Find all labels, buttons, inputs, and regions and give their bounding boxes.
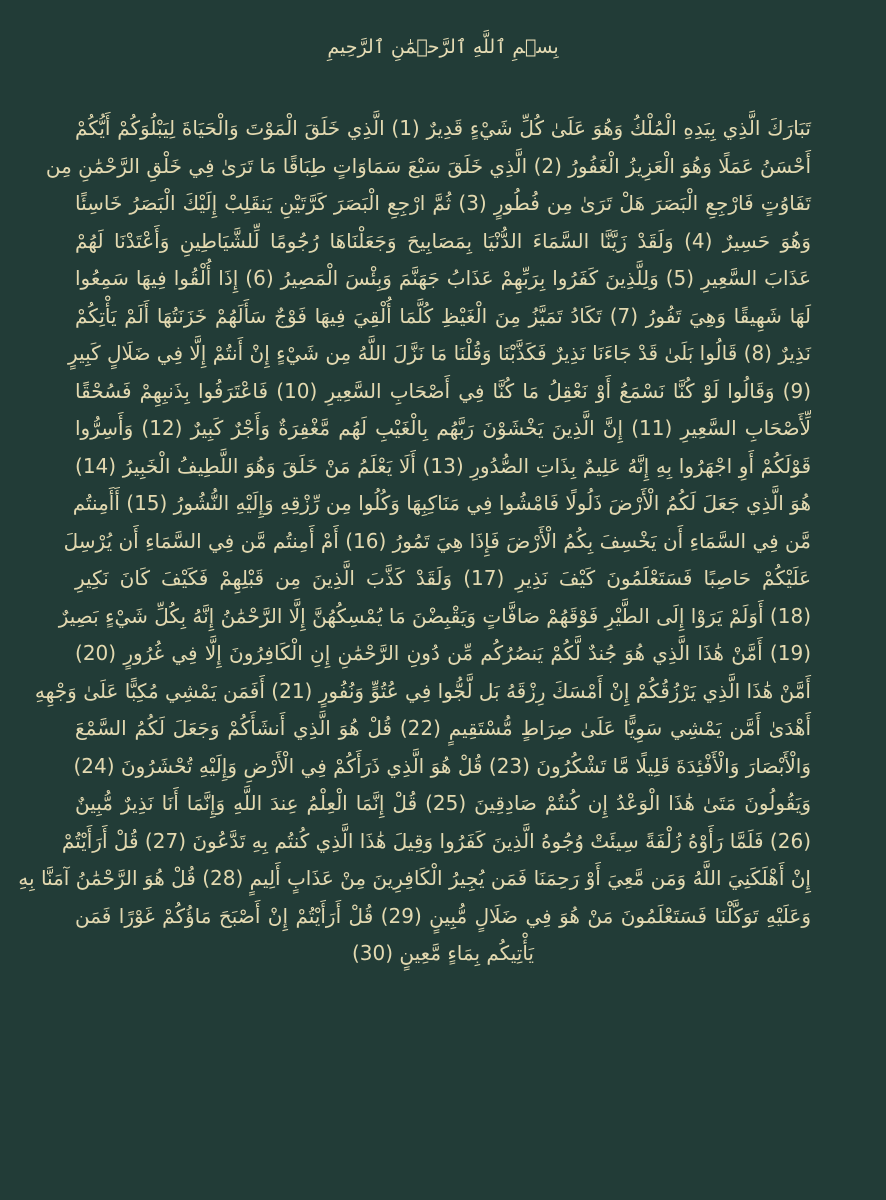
verse-line: يَأْتِيكُم بِمَاءٍ مَّعِينٍ (30) [351,941,534,965]
verse-line: عَلَيْكُمْ حَاصِبًا فَسَتَعْلَمُونَ كَيْفَ نَذِيرِ (17) وَلَقَدْ كَذَّبَ الَّذِينَ مِن قَبْلِهِمْ فَكَيْفَ كَانَ نَكِيرِ [75,566,811,590]
verse-line: مَّن فِي السَّمَاءِ أَن يَخْسِفَ بِكُمُ الْأَرْضَ فَإِذَا هِيَ تَمُورُ (16) أَمْ أَمِنتُم مَّن فِي السَّمَاءِ أَن يُرْسِلَ [63,528,811,553]
verse-line: (19) أَمَّنْ هَٰذَا الَّذِي هُوَ جُندٌ لَّكُمْ يَنصُرُكُم مِّن دُونِ الرَّحْمَٰنِ إِنِ الْكَافِرُونَ إِلَّا فِي غُرُورٍ (20) [75,641,811,665]
verse-line: أَحْسَنُ عَمَلًا وَهُوَ الْعَزِيزُ الْغَفُورُ (2) الَّذِي خَلَقَ سَبْعَ سَمَاوَاتٍ طِبَاقًا مَا تَرَىٰ فِي خَلْقِ الرَّحْمَٰنِ مِن [45,153,811,178]
verse-line: عَذَابَ السَّعِيرِ (5) وَلِلَّذِينَ كَفَرُوا بِرَبِّهِمْ عَذَابُ جَهَنَّمَ وَبِئْسَ الْمَصِيرُ (6) إِذَا أُلْقُوا فِيهَا سَمِعُوا [75,266,812,290]
verse-line: (18) أَوَلَمْ يَرَوْا إِلَى الطَّيْرِ فَوْقَهُمْ صَافَّاتٍ وَيَقْبِضْنَ مَا يُمْسِكُهُنَّ إِلَّا الرَّحْمَٰنُ إِنَّهُ بِكُلِّ شَيْءٍ بَصِيرٌ [58,603,811,628]
verse-line: وَهُوَ حَسِيرٌ (4) وَلَقَدْ زَيَّنَّا السَّمَاءَ الدُّنْيَا بِمَصَابِيحَ وَجَعَلْنَاهَا رُجُومًا لِّلشَّيَاطِينِ وَأَعْتَدْنَا لَهُمْ [75,228,811,253]
verse-line: وَيَقُولُونَ مَتَىٰ هَٰذَا الْوَعْدُ إِن كُنتُمْ صَادِقِينَ (25) قُلْ إِنَّمَا الْعِلْمُ عِندَ اللَّهِ وَإِنَّمَا أَنَا نَذِيرٌ مُّبِينٌ [75,791,811,815]
verses-text-block [18,110,812,973]
verse-line: نَذِيرٌ (8) قَالُوا بَلَىٰ قَدْ جَاءَنَا نَذِيرٌ فَكَذَّبْنَا وَقُلْنَا مَا نَزَّلَ اللَّهُ مِن شَيْءٍ إِنْ أَنتُمْ إِلَّا فِي ضَلَالٍ كَبِيرٍ [68,341,811,365]
verse-line: لَهَا شَهِيقًا وَهِيَ تَفُورُ (7) تَكَادُ تَمَيَّزُ مِنَ الْغَيْظِ كُلَّمَا أُلْقِيَ فِيهَا فَوْجٌ سَأَلَهُمْ خَزَنَتُهَا أَلَمْ يَأْتِكُمْ [75,303,811,328]
verse-line: (26) فَلَمَّا رَأَوْهُ زُلْفَةً سِيئَتْ وُجُوهُ الَّذِينَ كَفَرُوا وَقِيلَ هَٰذَا الَّذِي كُنتُم بِهِ تَدَّعُونَ (27) قُلْ أَرَأَيْتُمْ [61,828,811,853]
verse-line: وَالْأَبْصَارَ وَالْأَفْئِدَةَ قَلِيلًا مَّا تَشْكُرُونَ (23) قُلْ هُوَ الَّذِي ذَرَأَكُمْ فِي الْأَرْضِ وَإِلَيْهِ تُحْشَرُونَ (24) [73,753,811,778]
verse-line: إِنْ أَهْلَكَنِيَ اللَّهُ وَمَن مَّعِيَ أَوْ رَحِمَنَا فَمَن يُجِيرُ الْكَافِرِينَ مِنْ عَذَابٍ أَلِيمٍ (28) قُلْ هُوَ الرَّحْمَٰنُ آمَنَّا بِهِ [18,866,811,890]
verse-line: وَعَلَيْهِ تَوَكَّلْنَا فَسَتَعْلَمُونَ مَنْ هُوَ فِي ضَلَالٍ مُّبِينٍ (29) قُلْ أَرَأَيْتُمْ إِنْ أَصْبَحَ مَاؤُكُمْ غَوْرًا فَمَن [75,903,811,928]
verse-line: (9) وَقَالُوا لَوْ كُنَّا نَسْمَعُ أَوْ نَعْقِلُ مَا كُنَّا فِي أَصْحَابِ السَّعِيرِ (10) فَاعْتَرَفُوا بِذَنبِهِمْ فَسُحْقًا [75,378,812,403]
verse-line: أَهْدَىٰ أَمَّن يَمْشِي سَوِيًّا عَلَىٰ صِرَاطٍ مُّسْتَقِيمٍ (22) قُلْ هُوَ الَّذِي أَنشَأَكُمْ وَجَعَلَ لَكُمُ السَّمْعَ [75,716,811,740]
basmala-heading: بِسۡمِ ٱللَّهِ ٱلرَّحۡمَٰنِ ٱلرَّحِيمِ [327,36,559,58]
verse-line: هُوَ الَّذِي جَعَلَ لَكُمُ الْأَرْضَ ذَلُولًا فَامْشُوا فِي مَنَاكِبِهَا وَكُلُوا مِن رِّزْقِهِ وَإِلَيْهِ النُّشُورُ (15) أَأَمِنتُم [72,491,811,515]
verse-line: لِّأَصْحَابِ السَّعِيرِ (11) إِنَّ الَّذِينَ يَخْشَوْنَ رَبَّهُم بِالْغَيْبِ لَهُم مَّغْفِرَةٌ وَأَجْرٌ كَبِيرٌ (12) وَأَسِرُّوا [75,416,811,440]
verse-line: تَفَاوُتٍ فَارْجِعِ الْبَصَرَ هَلْ تَرَىٰ مِن فُطُورٍ (3) ثُمَّ ارْجِعِ الْبَصَرَ كَرَّتَيْنِ يَنقَلِبْ إِلَيْكَ الْبَصَرُ خَاسِئًا [75,191,812,215]
verse-line: قَوْلَكُمْ أَوِ اجْهَرُوا بِهِ إِنَّهُ عَلِيمٌ بِذَاتِ الصُّدُورِ (13) أَلَا يَعْلَمُ مَنْ خَلَقَ وَهُوَ اللَّطِيفُ الْخَبِيرُ (14) [75,453,812,478]
verse-line: تَبَارَكَ الَّذِي بِيَدِهِ الْمُلْكُ وَهُوَ عَلَىٰ كُلِّ شَيْءٍ قَدِيرٌ (1) الَّذِي خَلَقَ الْمَوْتَ وَالْحَيَاةَ لِيَبْلُوَكُمْ أَيُّكُمْ [75,116,811,140]
verse-line: أَمَّنْ هَٰذَا الَّذِي يَرْزُقُكُمْ إِنْ أَمْسَكَ رِزْقَهُ بَل لَّجُّوا فِي عُتُوٍّ وَنُفُورٍ (21) أَفَمَن يَمْشِي مُكِبًّا عَلَىٰ وَجْهِهِ [34,678,811,703]
